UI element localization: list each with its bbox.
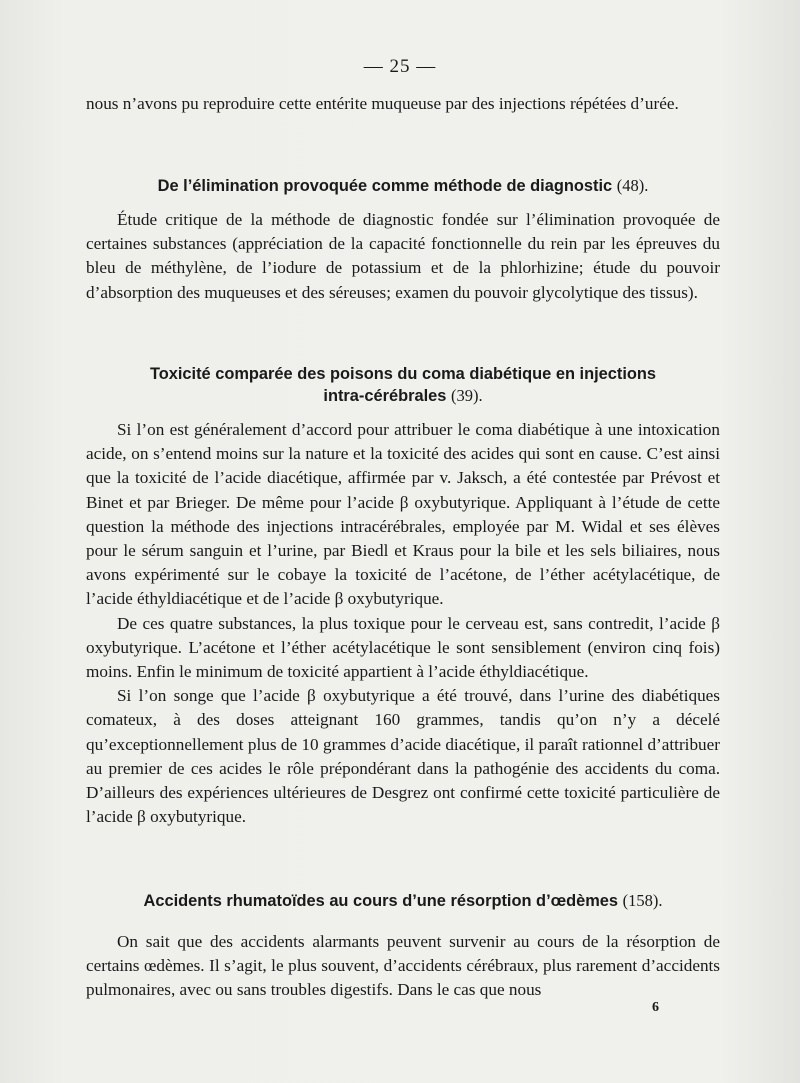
intro-paragraph-block: [86, 92, 720, 116]
section-toxicite-body: [86, 418, 720, 829]
paragraph: On sait que des accidents alarmants peuvent survenir au cours de la résorption de certains œdèmes. Il s’agit, le plus souvent, d’accidents cérébraux, plus rarement d’accidents pulmonaires, avec ou sans troubles digestifs. Dans le cas que nous: [86, 932, 720, 1000]
section-elimination-body: [86, 208, 720, 305]
section-toxicite: [86, 363, 720, 407]
signature-mark: 6: [652, 1000, 659, 1015]
section-heading: [86, 363, 720, 407]
heading-text-line2: intra-cérébrales: [323, 387, 447, 405]
section-accidents-body: [86, 930, 720, 1003]
paragraph: De ces quatre substances, la plus toxique pour le cerveau est, sans contredit, l’acide β oxybutyrique. L’acétone et l’éther acétylacétique le sont sensiblement (environ cinq fois) moins. Enfin le minimum de toxicité appartient à l’acide éthyldiacétique.: [86, 613, 720, 682]
page-number: — 25 —: [363, 56, 437, 77]
paragraph: Si l’on est généralement d’accord pour attribuer le coma diabétique à une intoxication acide, on s’entend moins sur la nature et la toxicité des acides qui sont en cause. C’est ainsi que la toxicité de l’acide diacétique, affirmée par v. Jaksch, a été contestée par Prévost et Binet et par Brieger. De même pour l’acide β oxybutyrique. Appliquant à l’étude de cette question la méthode des injections intracérébrales, employée par M. Widal et ses élèves pour le sérum sanguin et l’urine, par Biedl et Kraus pour la bile et les sels biliaires, nous avons expérimenté sur le cobaye la toxicité de l’acétone, de l’éther acétylacétique, de l’acide éthyldiacétique et de l’acide β oxybutyrique.: [86, 420, 720, 609]
section-elimination: [86, 175, 720, 197]
heading-ref: (158).: [622, 891, 663, 910]
heading-text: Accidents rhumatoïdes au cours d’une résorption d’œdèmes: [143, 892, 619, 910]
intro-paragraph: nous n’avons pu reproduire cette entérite muqueuse par des injections répétées d’urée.: [86, 94, 679, 113]
paragraph: Si l’on songe que l’acide β oxybutyrique a été trouvé, dans l’urine des diabétiques comateux, à des doses atteignant 160 grammes, tandis qu’on n’y a décelé qu’exceptionnellement plus de 10 grammes d’acide diacétique, il paraît rationnel d’attribuer au premier de ces acides le rôle prépondérant dans la pathogénie des accidents du coma. D’ailleurs des expériences ultérieures de Desgrez ont confirmé cette toxicité particulière de l’acide β oxybutyrique.: [86, 686, 720, 827]
section-heading: [86, 890, 720, 912]
heading-text-line1: Toxicité comparée des poisons du coma diabétique en injections: [149, 365, 657, 383]
section-accidents: [86, 890, 720, 912]
heading-ref: (48).: [616, 176, 649, 195]
heading-ref: (39).: [450, 386, 483, 405]
heading-text: De l’élimination provoquée comme méthode de diagnostic: [157, 177, 613, 195]
paragraph: Étude critique de la méthode de diagnostic fondée sur l’élimination provoquée de certaines substances (appréciation de la capacité fonctionnelle du rein par les épreuves du bleu de méthylène, de l’iodure de potassium et de la phlorhizine; étude du pouvoir d’absorption des muqueuses et des séreuses; examen du pouvoir glycolytique des tissus).: [86, 210, 720, 302]
section-heading: [86, 175, 720, 197]
